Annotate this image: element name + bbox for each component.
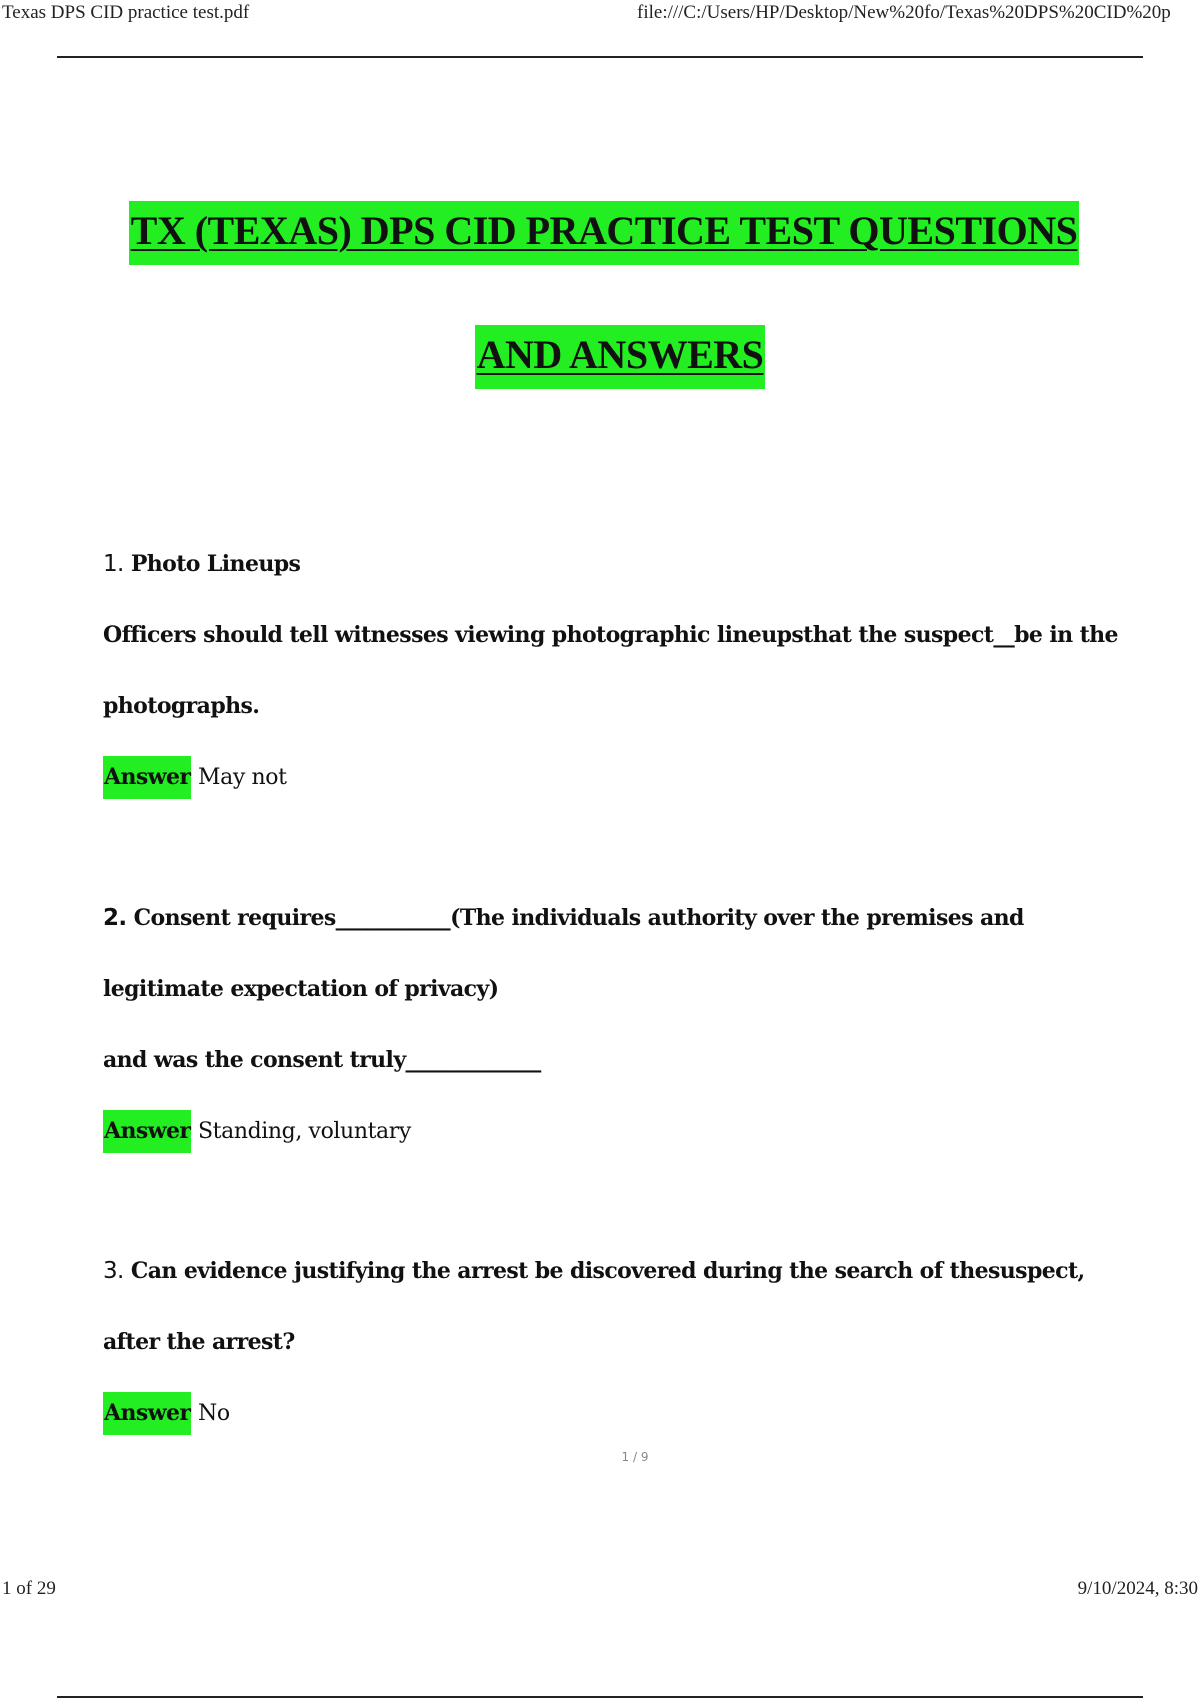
- bottom-rule: [57, 1696, 1143, 1698]
- print-footer-page-count: 1 of 29: [2, 1578, 56, 1599]
- question-3-number: 3.: [103, 1258, 124, 1284]
- print-footer-datetime: 9/10/2024, 8:30: [1077, 1578, 1198, 1599]
- question-2-line-3: and was the consent truly_____________: [103, 1047, 541, 1073]
- question-2-heading: [103, 907, 1024, 930]
- question-1-line-1: Photo Lineups: [130, 551, 301, 577]
- print-header-url: file:///C:/Users/HP/Desktop/New%20fo/Texas%20DPS%20CID%20p: [637, 2, 1171, 23]
- question-2-line-2: legitimate expectation of privacy): [103, 976, 499, 1002]
- document-title-text-2: AND ANSWERS: [475, 325, 766, 389]
- question-1-line-3: photographs.: [103, 693, 260, 719]
- question-3-line-2: after the arrest?: [103, 1329, 295, 1355]
- answer-label: Answer: [103, 1392, 191, 1435]
- print-header-filename: Texas DPS CID practice test.pdf: [2, 2, 250, 23]
- document-title-line-1: [4, 208, 1200, 253]
- question-1-number: 1.: [103, 551, 124, 577]
- question-3-line-1: Can evidence justifying the arrest be discovered during the search of thesuspect,: [130, 1258, 1085, 1284]
- question-1-answer: [103, 766, 287, 789]
- question-2-answer: [103, 1120, 411, 1143]
- question-1-answer-text: May not: [197, 765, 287, 790]
- question-3-heading: [103, 1260, 1085, 1283]
- question-2-number: 2.: [103, 905, 127, 931]
- question-1-line-2: Officers should tell witnesses viewing photographic lineupsthat the suspect__be in the: [103, 622, 1118, 648]
- question-3-answer-text: No: [197, 1401, 230, 1426]
- question-3-answer: [103, 1402, 230, 1425]
- page-indicator: 1 / 9: [621, 1450, 649, 1464]
- document-title-line-2: [20, 332, 1200, 377]
- question-2-line-1: Consent requires___________(The individuals authority over the premises and: [133, 905, 1024, 931]
- question-2-answer-text: Standing, voluntary: [197, 1119, 411, 1144]
- question-1-heading: [103, 553, 300, 576]
- top-rule: [57, 56, 1143, 58]
- print-footer: [0, 1578, 1200, 1602]
- document-title-text-1: TX (TEXAS) DPS CID PRACTICE TEST QUESTIONS: [129, 201, 1080, 265]
- print-header: [0, 2, 1200, 26]
- answer-label: Answer: [103, 756, 191, 799]
- answer-label: Answer: [103, 1110, 191, 1153]
